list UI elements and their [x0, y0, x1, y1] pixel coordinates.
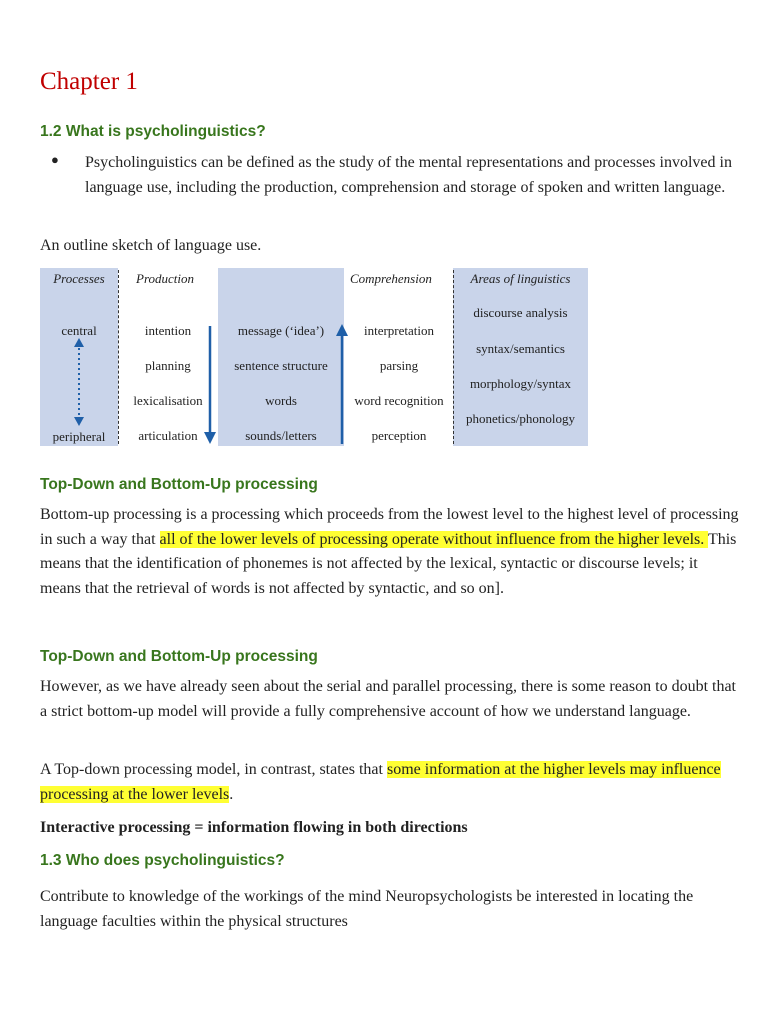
message-band — [218, 268, 344, 446]
interactive-processing-line: Interactive processing = information flowing in both directions — [40, 819, 468, 836]
section-heading-who-does: 1.3 Who does psycholinguistics? — [40, 852, 285, 869]
language-use-diagram — [40, 268, 588, 446]
header-production: Production — [136, 271, 195, 286]
section-heading-topdown-1: Top-Down and Bottom-Up processing — [40, 476, 318, 493]
highlighted-text: some information at the higher levels may influence processing at the lower levels — [40, 761, 721, 803]
paragraph-text: . — [229, 785, 234, 803]
paragraph-text: This means that the identification of phonemes is not affected by the lexical, syntactic or discourse levels; it means that the retrieval of words is not affected by syntactic, and so on]. — [40, 530, 737, 597]
message-item: message (‘idea’) — [237, 323, 325, 338]
production-item: intention — [144, 323, 192, 338]
production-item: planning — [145, 358, 191, 373]
area-item: discourse analysis — [473, 305, 568, 320]
area-item: morphology/syntax — [469, 376, 572, 391]
message-item: sentence structure — [234, 358, 328, 373]
production-item: articulation — [138, 428, 198, 443]
bullet-dot-icon: ● — [51, 152, 59, 167]
area-item: syntax/semantics — [476, 341, 565, 356]
paragraph-text: A Top-down processing model, in contrast, states that — [40, 761, 387, 778]
paragraph-text: Bottom-up processing is a processing which proceeds from the lowest level to the highest level of processing in such a way that — [40, 506, 739, 548]
area-item: phonetics/phonology — [465, 411, 576, 426]
definition-bullet: Psycholinguistics can be defined as the study of the mental representations and processes involved in language use, including the production, comprehension and storage of spoken and written language. — [85, 154, 732, 196]
message-item: words — [265, 393, 297, 408]
serial-parallel-paragraph: However, as we have already seen about the serial and parallel processing, there is some reason to doubt that a strict bottom-up model will provide a fully comprehensive account of how we understand language. — [40, 678, 736, 720]
section-heading-topdown-2: Top-Down and Bottom-Up processing — [40, 648, 318, 665]
who-does-paragraph: Contribute to knowledge of the workings of the mind Neuropsychologists be interested in locating the language faculties within the physical structures — [40, 888, 694, 930]
comprehension-item: interpretation — [363, 323, 435, 338]
label-central: central — [61, 323, 97, 338]
header-areas: Areas of linguistics — [470, 271, 571, 286]
outline-caption: An outline sketch of language use. — [40, 237, 262, 254]
arrow-up-icon — [336, 324, 348, 444]
arrow-down-icon — [204, 326, 216, 444]
double-arrow-icon — [73, 338, 85, 426]
header-processes: Processes — [53, 271, 105, 286]
comprehension-item: perception — [371, 428, 427, 443]
highlighted-text: all of the lower levels of processing operate without influence from the higher levels. — [159, 530, 708, 548]
comprehension-item: word recognition — [354, 393, 444, 408]
header-comprehension: Comprehension — [350, 271, 432, 286]
bottom-up-paragraph — [40, 503, 740, 601]
label-peripheral: peripheral — [52, 429, 106, 444]
section-heading-what-is: 1.2 What is psycholinguistics? — [40, 123, 266, 140]
comprehension-item: parsing — [379, 358, 419, 373]
divider-1 — [118, 270, 119, 444]
production-item: lexicalisation — [133, 393, 203, 408]
top-down-paragraph — [40, 758, 740, 807]
message-item: sounds/letters — [245, 428, 317, 443]
chapter-title: Chapter 1 — [40, 68, 138, 95]
